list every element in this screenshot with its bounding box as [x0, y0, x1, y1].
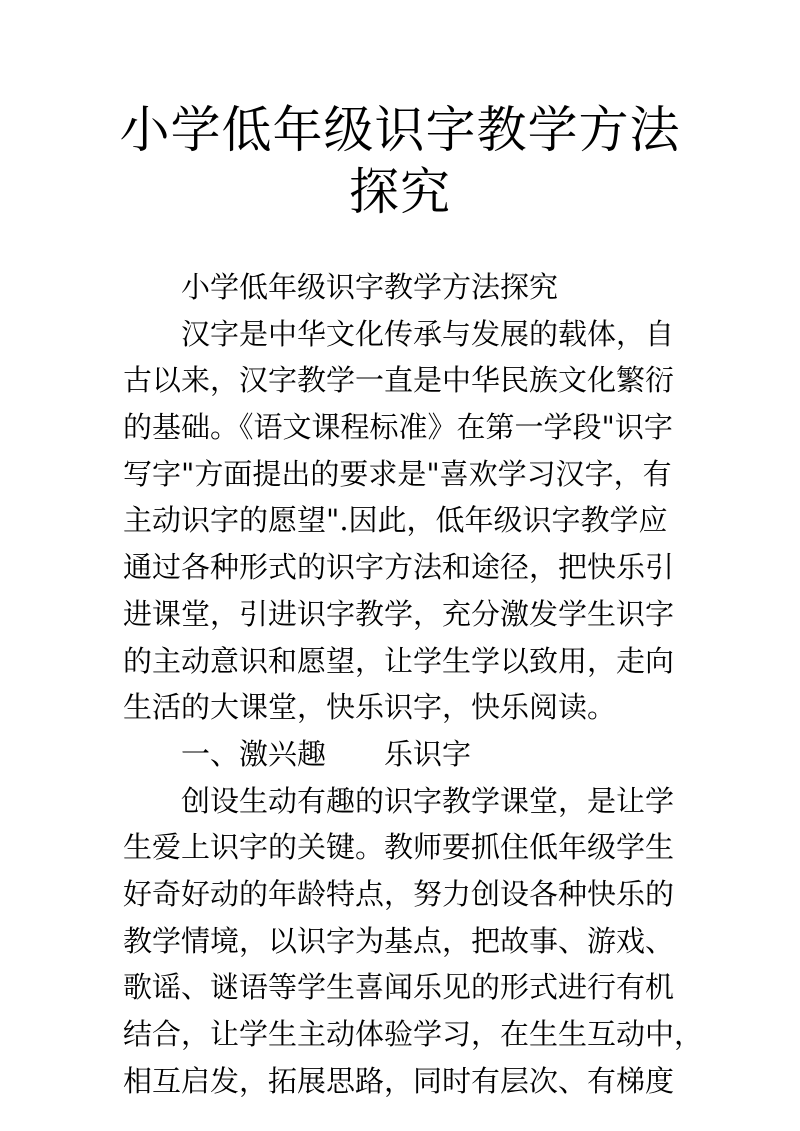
paragraph-line: 的主动意识和愿望，让学生学以致用，走向	[123, 643, 675, 678]
paragraph-line: 结合，让学生主动体验学习，在生生互动中，	[123, 1017, 704, 1051]
paragraph-line: 歌谣、谜语等学生喜闻乐见的形式进行有机	[123, 970, 675, 1005]
paragraph-line: 生爱上识字的关键。教师要抓住低年级学生	[123, 830, 675, 865]
paragraph-line: 通过各种形式的识字方法和途径，把快乐引	[123, 550, 675, 585]
subtitle-line: 小学低年级识字教学方法探究	[181, 270, 559, 304]
paragraph-line: 写字"方面提出的要求是"喜欢学习汉字，有	[123, 456, 672, 491]
section-heading: 一、激兴趣 乐识字	[181, 736, 472, 771]
paragraph-line: 进课堂，引进识字教学，充分激发学生识字	[123, 596, 675, 631]
paragraph-line: 好奇好动的年龄特点，努力创设各种快乐的	[123, 876, 675, 911]
paragraph-line: 生活的大课堂，快乐识字，快乐阅读。	[123, 690, 617, 725]
document-title-line-1: 小学低年级识字教学方法	[119, 101, 681, 159]
document-title-line-2: 探究	[349, 163, 451, 221]
paragraph-line: 古以来，汉字教学一直是中华民族文化繁衍	[123, 363, 675, 398]
paragraph-line: 相互启发，拓展思路，同时有层次、有梯度	[123, 1063, 675, 1098]
paragraph-line: 的基础。《语文课程标准》在第一学段"识字	[123, 410, 673, 445]
paragraph-line: 创设生动有趣的识字教学课堂，是让学	[181, 783, 675, 818]
document-body	[123, 264, 704, 1104]
paragraph-line: 主动识字的愿望".因此，低年级识字教学应	[123, 503, 668, 538]
paragraph-line: 教学情境，以识字为基点，把故事、游戏、	[123, 923, 675, 958]
paragraph-line: 汉字是中华文化传承与发展的载体，自	[181, 316, 675, 351]
